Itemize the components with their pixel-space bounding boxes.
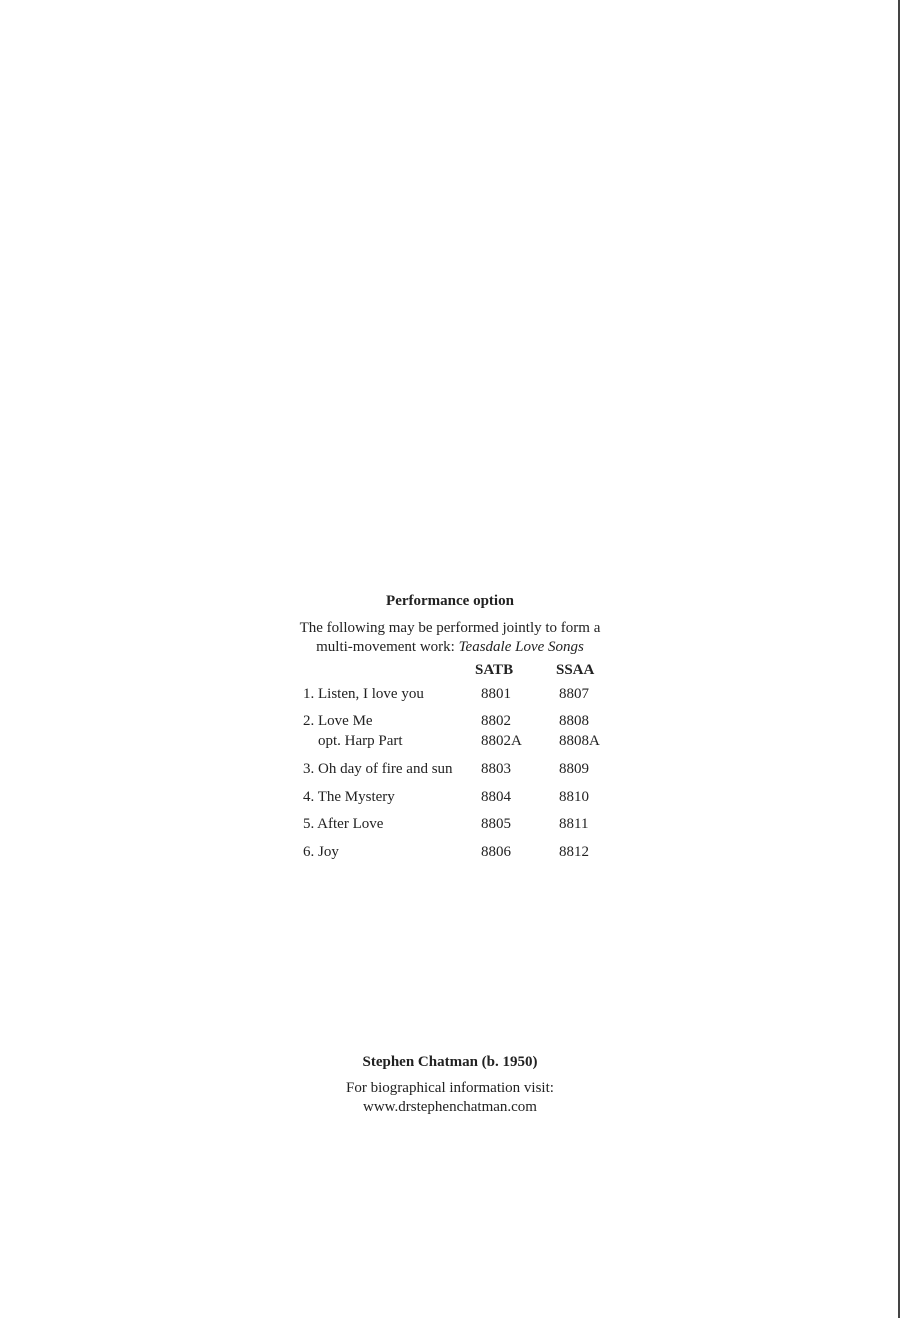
satb-number: 8804 — [481, 789, 511, 805]
composer-bio-section — [0, 1051, 900, 1117]
movement-title: 5. After Love — [303, 816, 384, 832]
table-row — [303, 844, 623, 864]
movement-title: 6. Joy — [303, 844, 339, 860]
intro-line-2-prefix: multi-movement work: — [316, 639, 459, 655]
table-row — [303, 686, 623, 706]
composer-name: Stephen Chatman (b. 1950) — [362, 1054, 538, 1070]
ssaa-number: 8808A — [559, 733, 600, 749]
movement-subtitle: opt. Harp Part — [318, 733, 403, 749]
table-row — [303, 733, 623, 753]
ssaa-number: 8808 — [559, 713, 589, 729]
satb-number: 8806 — [481, 844, 511, 860]
ssaa-number: 8811 — [559, 816, 589, 832]
satb-number: 8802 — [481, 713, 511, 729]
table-row — [303, 713, 623, 733]
table-row — [303, 816, 623, 836]
ssaa-number: 8810 — [559, 789, 589, 805]
performance-title: Performance option — [386, 593, 514, 609]
bio-website: www.drstephenchatman.com — [363, 1099, 537, 1115]
satb-number: 8803 — [481, 761, 511, 777]
ssaa-number: 8812 — [559, 844, 589, 860]
ssaa-number: 8807 — [559, 686, 589, 702]
bio-info — [0, 1079, 900, 1117]
bio-info-line: For biographical information visit: — [346, 1080, 554, 1096]
column-header-satb: SATB — [475, 662, 514, 678]
satb-number: 8802A — [481, 733, 522, 749]
table-row — [303, 789, 623, 809]
column-header-ssaa: SSAA — [556, 662, 595, 678]
satb-number: 8801 — [481, 686, 511, 702]
performance-option-section — [0, 590, 900, 860]
movement-title: 4. The Mystery — [303, 789, 395, 805]
table-row — [303, 761, 623, 781]
ssaa-number: 8809 — [559, 761, 589, 777]
movement-title: 3. Oh day of fire and sun — [303, 761, 453, 777]
performance-intro — [0, 619, 900, 657]
intro-line-1: The following may be performed jointly to form a — [299, 620, 601, 636]
movement-title: 2. Love Me — [303, 713, 373, 729]
work-title: Teasdale Love Songs — [458, 639, 584, 655]
intro-line-2 — [0, 638, 900, 657]
movement-title: 1. Listen, I love you — [303, 686, 424, 702]
satb-number: 8805 — [481, 816, 511, 832]
